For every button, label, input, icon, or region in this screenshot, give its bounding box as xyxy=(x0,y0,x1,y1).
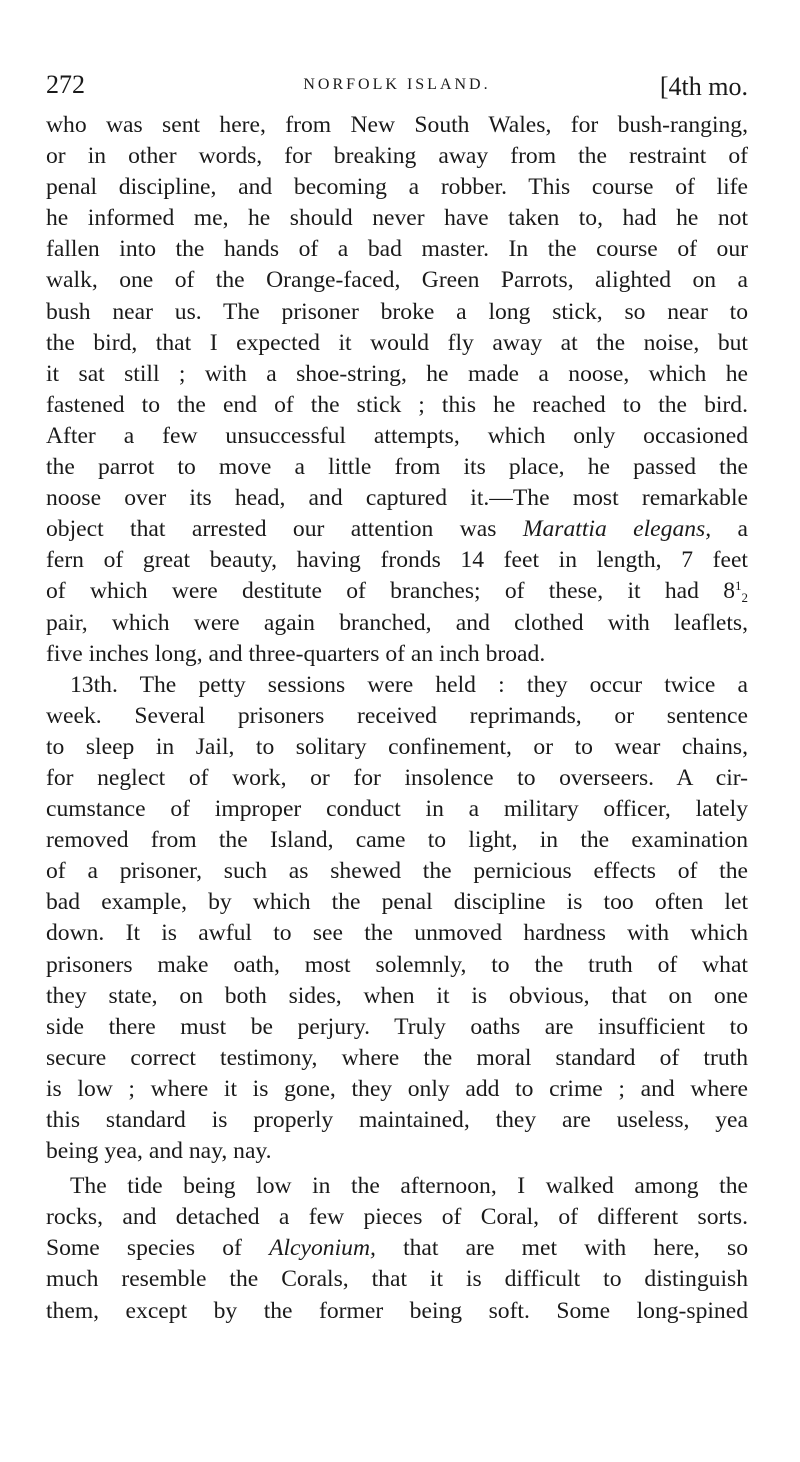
text-line: to sleep in Jail, to solitary confinement, or to wear chains, xyxy=(46,733,748,760)
text-line: cumstance of improper conduct in a military officer, lately xyxy=(46,796,748,823)
text-line: noose over its head, and captured it.—The most remarkable xyxy=(46,485,748,512)
text-line: fastened to the end of the stick ; this he reached to the bird. xyxy=(46,391,748,418)
text-line: who was sent here, from New South Wales, for bush-ranging, xyxy=(46,112,748,138)
fraction xyxy=(735,578,748,606)
book-page xyxy=(46,66,748,1327)
text-line: The tide being low in the afternoon, I walked among the xyxy=(70,1173,748,1200)
text-line: the parrot to move a little from its place, he passed the xyxy=(46,454,748,481)
text-line: bad example, by which the penal discipline is too often let xyxy=(46,889,748,916)
body-text xyxy=(46,110,748,1327)
text-segment: a xyxy=(711,516,749,543)
text-line: fern of great beauty, having fronds 14 feet in length, 7 feet xyxy=(46,547,748,574)
text-line: five inches long, and three-quarters of an inch broad. xyxy=(46,640,546,667)
running-head xyxy=(46,66,748,110)
running-month: [4th mo. xyxy=(659,72,748,101)
text-line: down. It is awful to see the unmoved hardness with which xyxy=(46,920,748,947)
text-line: the bird, that I expected it would fly away at the noise, but xyxy=(46,329,748,356)
text-line: or in other words, for breaking away from the restraint of xyxy=(46,143,748,170)
running-title: NORFOLK ISLAND. xyxy=(303,76,491,93)
text-line: removed from the Island, came to light, in the examination xyxy=(46,827,748,854)
text-line: being yea, and nay, nay. xyxy=(46,1138,272,1165)
text-line: is low ; where it is gone, they only add to crime ; and where xyxy=(46,1075,748,1102)
species-name: Alcyonium, xyxy=(269,1235,376,1262)
text-line: rocks, and detached a few pieces of Coral, of different sorts. xyxy=(46,1204,748,1231)
text-line: After a few unsuccessful attempts, which only occasioned xyxy=(46,422,748,449)
text-line: week. Several prisoners received reprimands, or sentence xyxy=(46,702,748,729)
text-line: them, except by the former being soft. Some long-spined xyxy=(46,1297,748,1324)
text-line: they state, on both sides, when it is obvious, that on one xyxy=(46,982,748,1009)
text-line: pair, which were again branched, and clothed with leaflets, xyxy=(46,609,748,636)
text-line: much resemble the Corals, that it is difficult to distinguish xyxy=(46,1266,748,1293)
text-segment: that are met with here, so xyxy=(375,1235,748,1262)
text-line: bush near us. The prisoner broke a long stick, so near to xyxy=(46,298,748,325)
text-line xyxy=(46,514,748,545)
text-line: side there must be perjury. Truly oaths are insufficient to xyxy=(46,1013,748,1040)
text-line xyxy=(46,576,748,607)
fraction-denominator: 2 xyxy=(741,590,748,606)
text-line: 13th. The petty sessions were held : they occur twice a xyxy=(70,671,748,698)
text-line xyxy=(46,1233,748,1264)
text-line: prisoners make oath, most solemnly, to the truth of what xyxy=(46,951,748,978)
text-line: it sat still ; with a shoe-string, he made a noose, which he xyxy=(46,360,748,387)
paragraph-1 xyxy=(46,110,748,670)
paragraph-3 xyxy=(46,1171,748,1326)
text-segment: Some species of xyxy=(46,1235,270,1262)
text-line: penal discipline, and becoming a robber. This course of life xyxy=(46,174,748,201)
text-line: this standard is properly maintained, they are useless, yea xyxy=(46,1107,748,1133)
text-line: fallen into the hands of a bad master. In the course of our xyxy=(46,236,748,263)
page-number: 272 xyxy=(46,70,85,99)
text-line: of a prisoner, such as shewed the pernicious effects of the xyxy=(46,858,748,885)
text-line: he informed me, he should never have taken to, had he not xyxy=(46,205,748,232)
text-line: secure correct testimony, where the moral standard of truth xyxy=(46,1044,748,1071)
text-segment: of which were destitute of branches; of these, it had 8 xyxy=(46,578,735,605)
text-line: for neglect of work, or for insolence to overseers. A cir- xyxy=(46,764,748,791)
species-name: Marattia elegans, xyxy=(522,516,712,543)
text-segment: object that arrested our attention was xyxy=(46,516,523,543)
text-line: walk, one of the Orange-faced, Green Parrots, alighted on a xyxy=(46,267,748,294)
fraction-numerator: 1 xyxy=(735,578,742,594)
paragraph-2 xyxy=(46,670,748,1168)
